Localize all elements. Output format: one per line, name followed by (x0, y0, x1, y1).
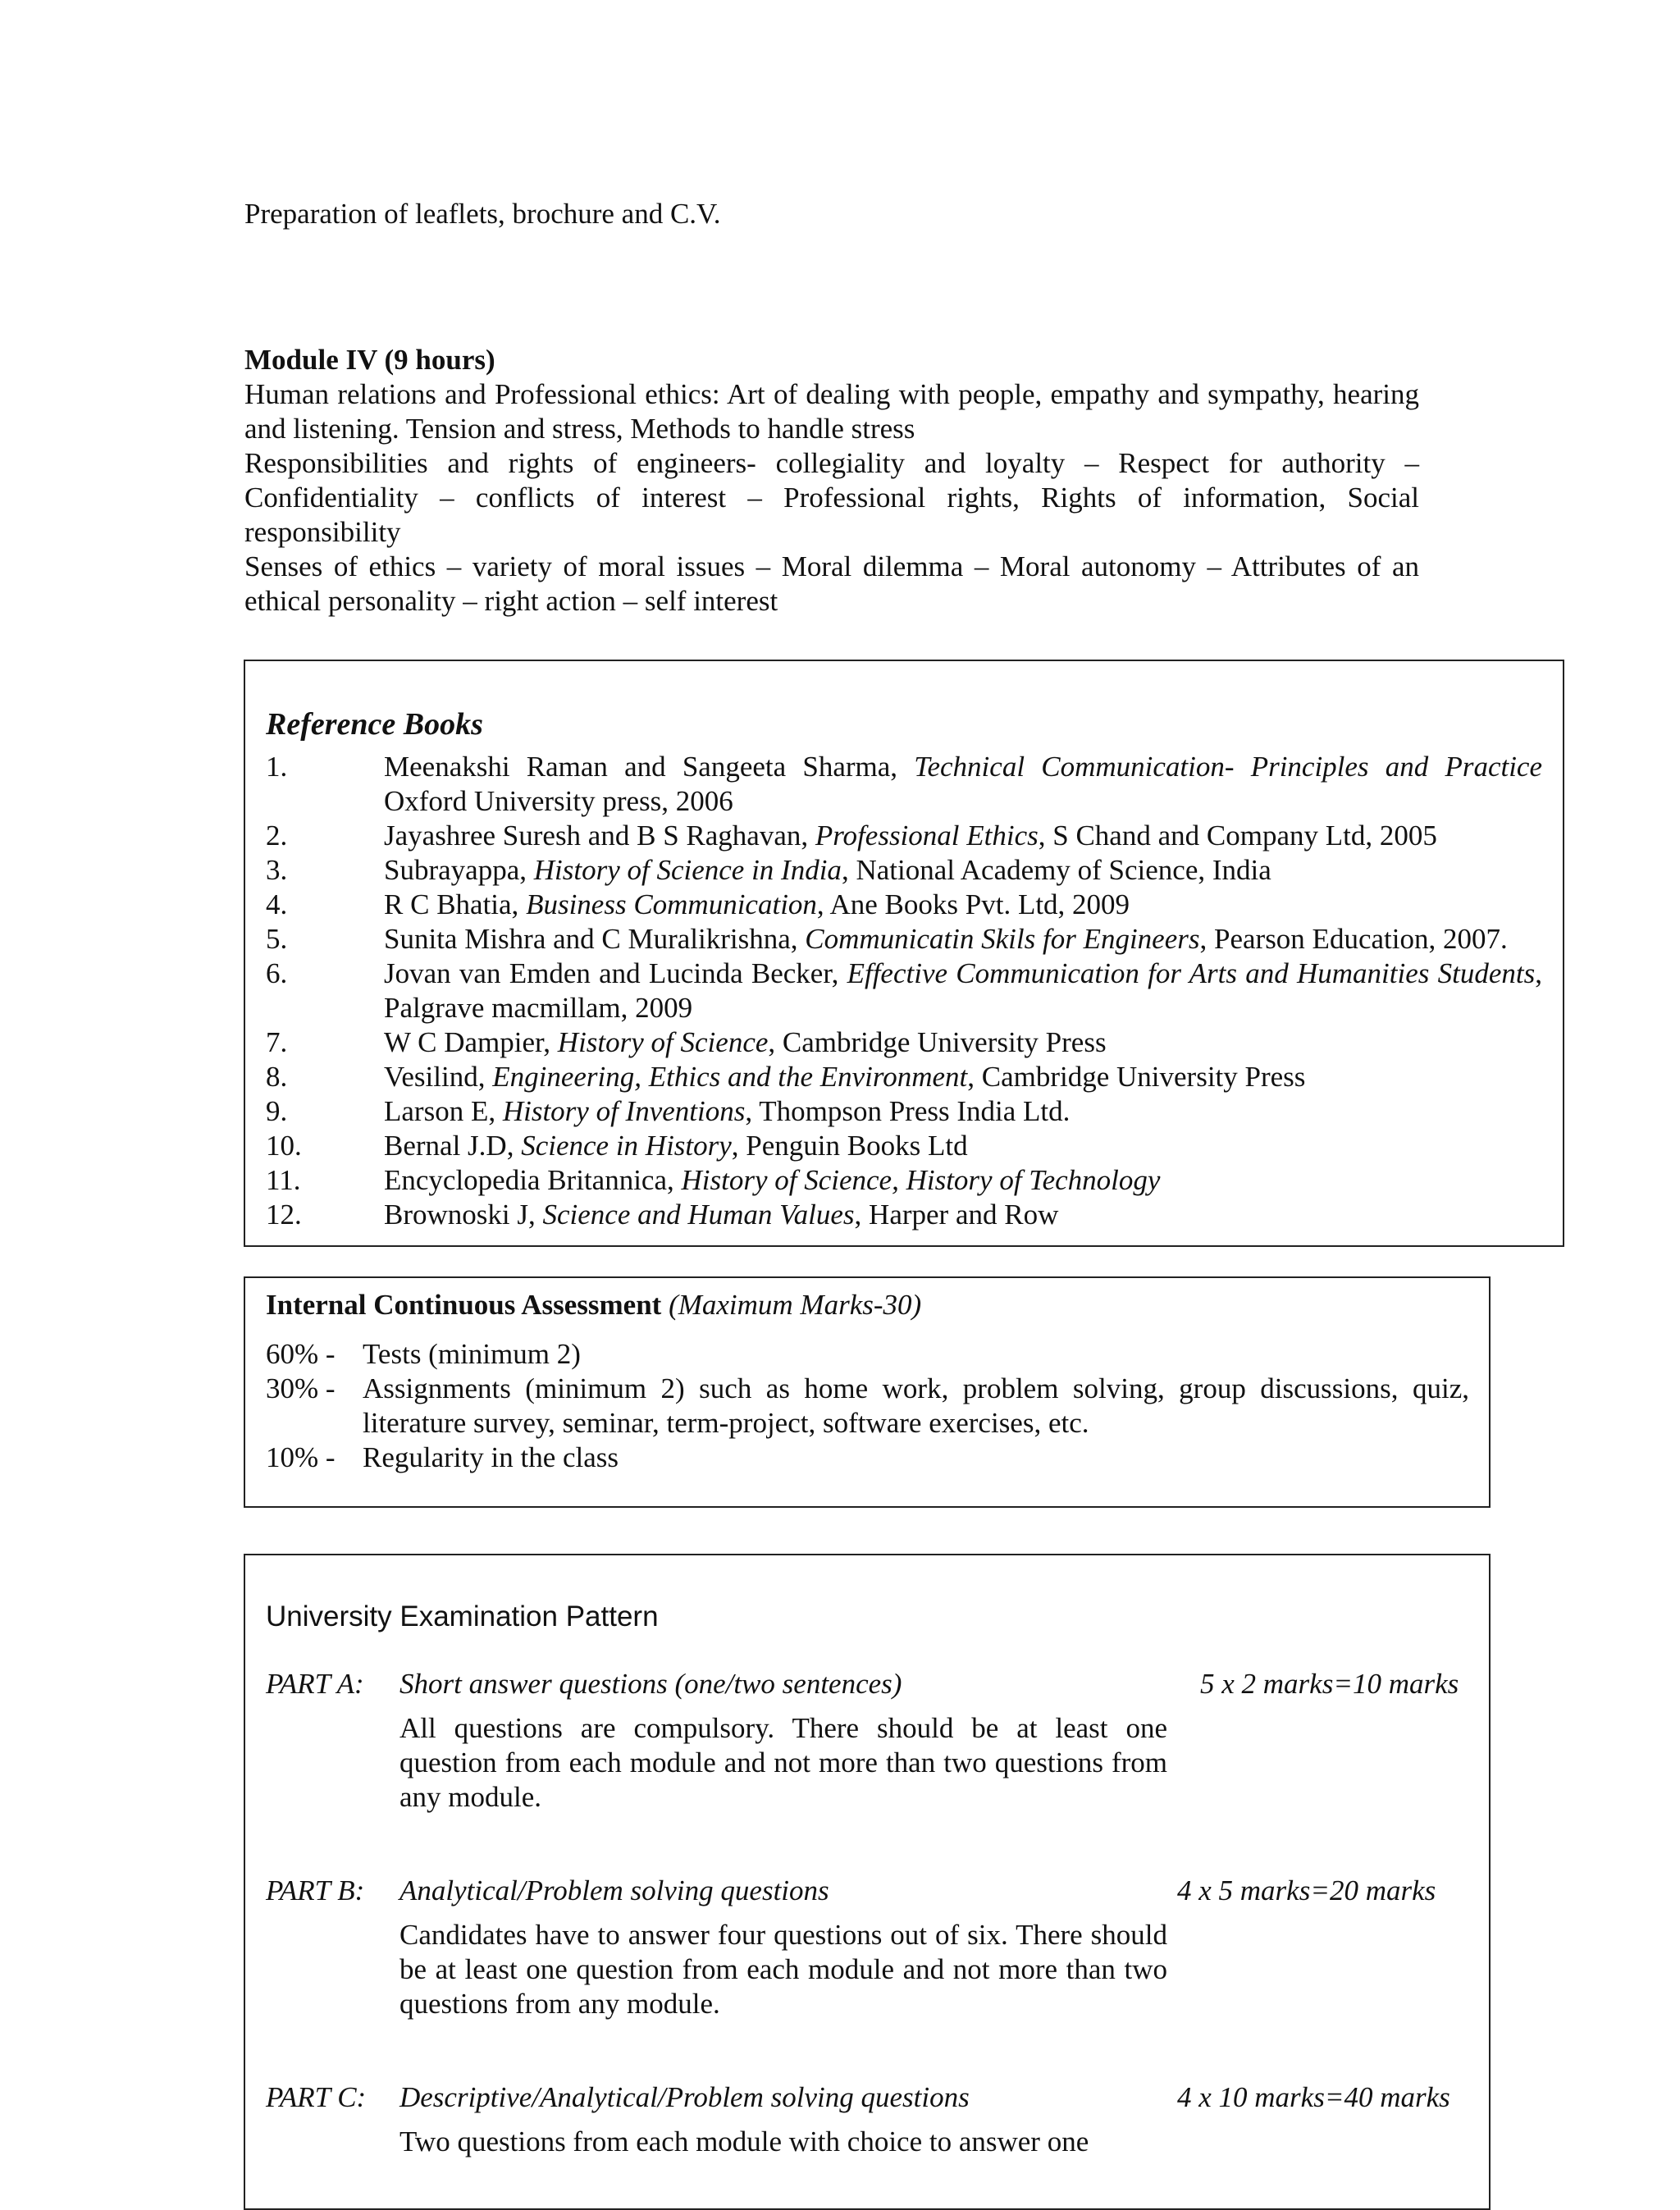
assessment-text: Tests (minimum 2) (363, 1338, 581, 1370)
reference-number: 3. (266, 854, 288, 886)
reference-title: Business Communication (526, 888, 817, 920)
assessment-text: Assignments (minimum 2) such as home work, problem solving, group discussions, quiz, literature survey, seminar, term-project, software exercises, etc. (363, 1372, 1469, 1439)
reference-item (266, 957, 1542, 1025)
exam-part-label: PART C: (266, 2081, 367, 2113)
reference-number: 4. (266, 888, 288, 920)
reference-number: 11. (266, 1164, 301, 1196)
reference-number: 12. (266, 1199, 302, 1231)
module-paragraph-3: Senses of ethics – variety of moral issues – Moral dilemma – Moral autonomy – Attributes of an ethical personality – right action – self interest (244, 550, 1419, 617)
reference-author: Sunita Mishra and C Muralikrishna, (384, 923, 806, 955)
assessment-text: Regularity in the class (363, 1441, 619, 1473)
reference-publisher: , Pearson Education, 2007. (1199, 923, 1508, 955)
assessment-row (266, 1372, 1469, 1441)
reference-item (266, 1025, 1542, 1060)
reference-list (266, 750, 1542, 1232)
reference-title: Professional Ethics (815, 820, 1039, 852)
reference-publisher: , S Chand and Company Ltd, 2005 (1038, 820, 1437, 852)
reference-publisher: , Palgrave macmillam, 2009 (384, 957, 1542, 1024)
module-paragraph-2: Responsibilities and rights of engineers- collegiality and loyalty – Respect for authority – Confidentiality – conflicts of interest – Professional rights, Rights of information, Social responsibility (244, 447, 1419, 548)
reference-publisher: , Ane Books Pvt. Ltd, 2009 (816, 888, 1130, 920)
reference-item (266, 922, 1542, 957)
reference-publisher: Oxford University press, 2006 (384, 785, 733, 817)
assessment-heading: Internal Continuous Assessment (Maximum Marks-30) (266, 1289, 922, 1321)
reference-item (266, 1094, 1542, 1129)
reference-publisher: , Cambridge University Press (967, 1061, 1306, 1093)
reference-title: Science in History (521, 1130, 732, 1162)
exam-part-description: Candidates have to answer four questions out of six. There should be at least one question from each module and not more than two questions from any module. (399, 1919, 1167, 2020)
reference-item (266, 888, 1542, 922)
reference-number: 2. (266, 820, 288, 852)
reference-author: Jayashree Suresh and B S Raghavan, (384, 820, 815, 852)
exam-pattern-box (244, 1554, 1491, 2210)
exam-part-marks: 4 x 10 marks=40 marks (1177, 2081, 1450, 2113)
reference-books-box (244, 660, 1564, 1247)
reference-item (266, 819, 1542, 853)
reference-number: 8. (266, 1061, 288, 1093)
reference-author: R C Bhatia, (384, 888, 527, 920)
assessment-box (244, 1276, 1491, 1508)
assessment-list (266, 1337, 1469, 1475)
reference-number: 10. (266, 1130, 302, 1162)
reference-publisher: , Penguin Books Ltd (731, 1130, 968, 1162)
exam-part-title: Descriptive/Analytical/Problem solving questions (399, 2081, 970, 2113)
reference-author: Bernal J.D, (384, 1130, 522, 1162)
reference-item (266, 853, 1542, 888)
assessment-row (266, 1337, 1469, 1372)
reference-title: Technical Communication- Principles and Practice (914, 751, 1543, 783)
reference-item (266, 750, 1542, 819)
reference-item (266, 1060, 1542, 1094)
reference-author: Vesilind, (384, 1061, 493, 1093)
exam-part-marks: 5 x 2 marks=10 marks (1200, 1668, 1459, 1700)
exam-part-marks: 4 x 5 marks=20 marks (1177, 1874, 1436, 1906)
assessment-percent: 30% - (266, 1372, 336, 1404)
exam-part-description: All questions are compulsory. There should be at least one question from each module and not more than two questions from any module. (399, 1712, 1167, 1813)
reference-author: Encyclopedia Britannica, (384, 1164, 682, 1196)
reference-title: Communicatin Skils for Engineers (805, 923, 1200, 955)
reference-number: 6. (266, 957, 288, 989)
reference-author: Meenakshi Raman and Sangeeta Sharma, (384, 751, 915, 783)
reference-author: Larson E, (384, 1095, 503, 1127)
exam-part-description: Two questions from each module with choice to answer one (399, 2126, 1089, 2157)
reference-title: Effective Communication for Arts and Humanities Students (847, 957, 1536, 989)
reference-number: 1. (266, 751, 288, 783)
reference-author: Brownoski J, (384, 1199, 543, 1231)
assessment-percent: 60% - (266, 1338, 336, 1370)
exam-part-label: PART A: (266, 1668, 364, 1700)
reference-item (266, 1198, 1542, 1232)
reference-item (266, 1163, 1542, 1198)
exam-part-title: Short answer questions (one/two sentences) (399, 1668, 902, 1700)
reference-number: 7. (266, 1026, 288, 1058)
exam-part-label: PART B: (266, 1874, 365, 1906)
reference-author: Subrayappa, (384, 854, 534, 886)
reference-publisher: , Harper and Row (854, 1199, 1059, 1231)
reference-publisher: , National Academy of Science, India (841, 854, 1271, 886)
reference-title: History of Inventions (502, 1095, 746, 1127)
reference-item (266, 1129, 1542, 1163)
module-paragraph-1: Human relations and Professional ethics: Art of dealing with people, empathy and sympathy, hearing and listening. Tension and stress, Methods to handle stress (244, 378, 1419, 445)
module-section (244, 343, 1419, 619)
reference-publisher: , Thompson Press India Ltd. (745, 1095, 1071, 1127)
reference-author: Jovan van Emden and Lucinda Becker, (384, 957, 847, 989)
reference-title: Engineering, Ethics and the Environment (492, 1061, 968, 1093)
reference-publisher: , Cambridge University Press (768, 1026, 1107, 1058)
reference-title: History of Science in India (533, 854, 842, 886)
reference-author: W C Dampier, (384, 1026, 558, 1058)
reference-title: History of Science, History of Technology (681, 1164, 1161, 1196)
module-heading: Module IV (9 hours) (244, 344, 495, 376)
reference-title: Science and Human Values (542, 1199, 855, 1231)
assessment-percent: 10% - (266, 1441, 336, 1473)
assessment-row (266, 1441, 1469, 1475)
reference-number: 5. (266, 923, 288, 955)
reference-number: 9. (266, 1095, 288, 1127)
reference-title: History of Science (557, 1026, 769, 1058)
exam-pattern-heading: University Examination Pattern (266, 1600, 659, 1632)
exam-part-title: Analytical/Problem solving questions (399, 1874, 829, 1906)
reference-books-heading: Reference Books (266, 707, 483, 742)
intro-line: Preparation of leaflets, brochure and C.V. (244, 198, 721, 230)
